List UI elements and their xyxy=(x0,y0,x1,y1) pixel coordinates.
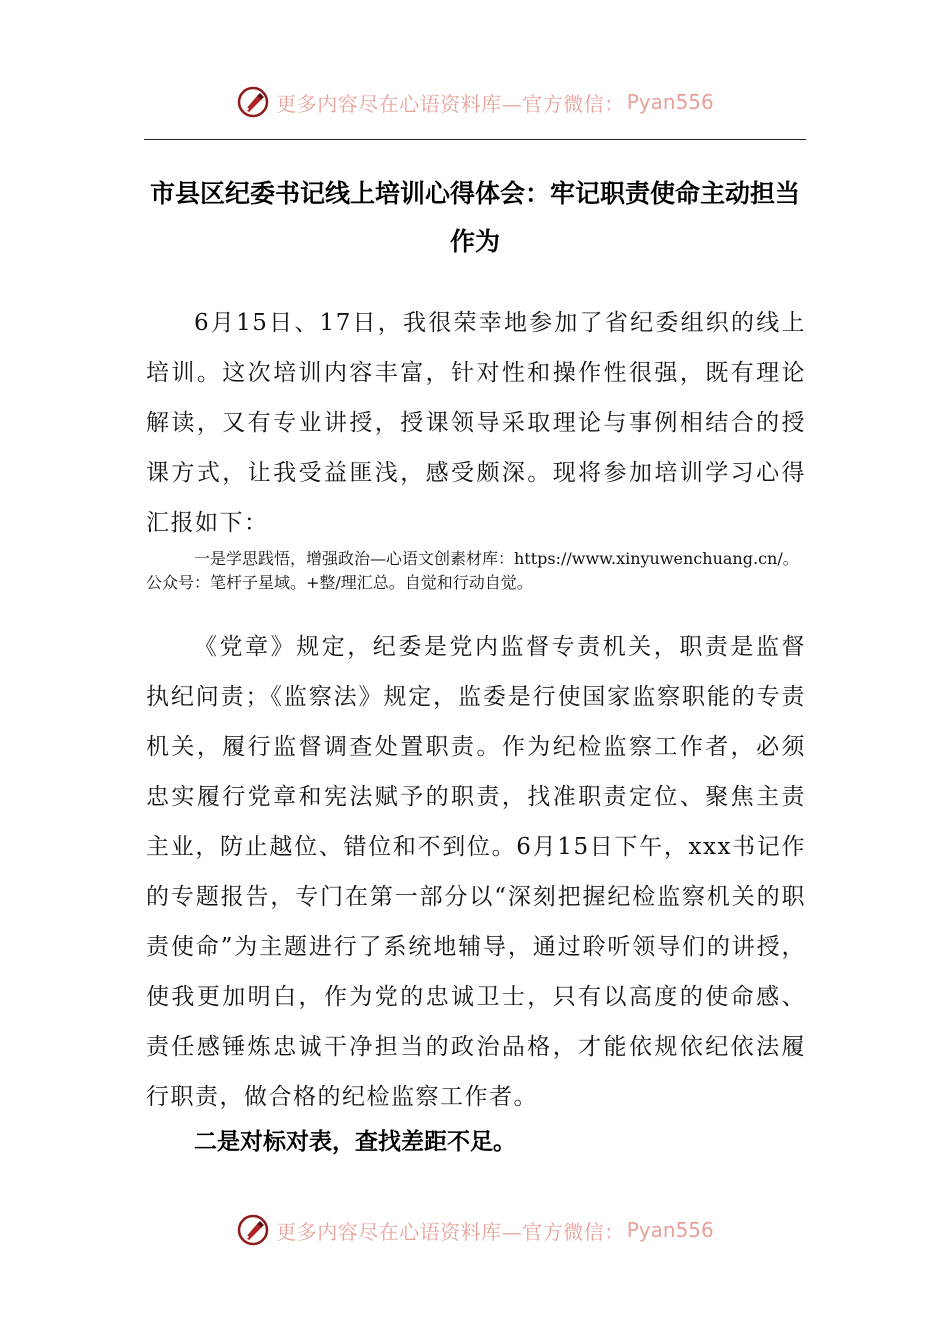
header-watermark-id: Pyan556 xyxy=(626,90,714,114)
paragraph-duty: 《党章》规定，纪委是党内监督专责机关，职责是监督执纪问责；《监察法》规定，监委是行使国家监察职能的专责机关，履行监督调查处置职责。作为纪检监察工作者，必须忠实履行党章和宪法赋予的职责，找准职责定位、聚焦主责主业，防止越位、错位和不到位。6月15日下午，xxx书记作的专题报告，专门在第一部分以“深刻把握纪检监察机关的职责使命”为主题进行了系统地辅导，通过聆听领导们的讲授，使我更加明白，作为党的忠诚卫士，只有以高度的使命感、责任感锤炼忠诚干净担当的政治品格，才能依规依纪依法履行职责，做合格的纪检监察工作者。 xyxy=(146,634,806,1110)
paragraph-intro: 6月15日、17日，我很荣幸地参加了省纪委组织的线上培训。这次培训内容丰富，针对性和操作性很强，既有理论解读，又有专业讲授，授课领导采取理论与事例相结合的授课方式，让我受益匪浅，感受颇深。现将参加培训学习心得汇报如下： xyxy=(146,310,806,536)
section-heading-two: 二是对标对表，查找差距不足。 xyxy=(194,1129,516,1155)
paragraph-point-one: 一是学思践悟，增强政治—心语文创素材库：https://www.xinyuwenchuang.cn/。公众号：笔杆子星域。+整/理汇总。自觉和行动自觉。 xyxy=(146,549,799,592)
header-divider xyxy=(144,139,806,140)
footer-watermark-id: Pyan556 xyxy=(626,1218,714,1242)
pen-nib-logo-icon xyxy=(236,85,270,119)
document-title: 市县区纪委书记线上培训心得体会：牢记职责使命主动担当作为 xyxy=(150,179,801,256)
header-watermark-text: 更多内容尽在心语资料库—官方微信： xyxy=(276,91,625,116)
header-watermark xyxy=(0,82,950,122)
pen-nib-logo-icon xyxy=(236,1213,270,1247)
footer-watermark xyxy=(0,1210,950,1250)
footer-watermark-text: 更多内容尽在心语资料库—官方微信： xyxy=(276,1219,625,1244)
